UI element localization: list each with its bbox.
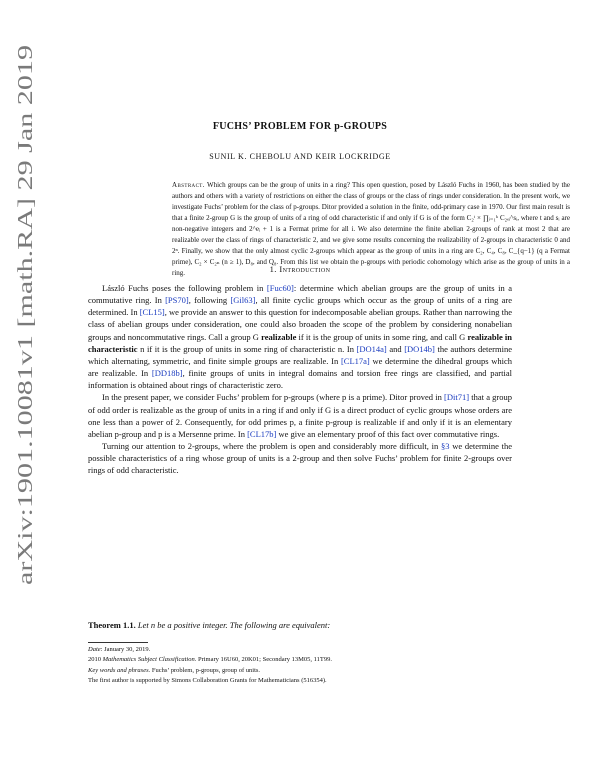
text-run: , we provide an answer to this question for indecomposable abelian groups. Rather than narrowing the class of abelian groups under consideration, one could also broaden the scope of the problem by considering nonabelian groups and noncommutative rings. Call a group G bbox=[88, 307, 512, 342]
citation-link[interactable]: [Gil63] bbox=[230, 295, 256, 306]
msc-label: Mathematics Subject Classification. bbox=[102, 656, 197, 664]
text-run: that a group of odd order is realizable as the group of units in a ring if and only if G is a direct product of cyclic groups whose orders are one less than a power of 2. Consequently, for odd primes p, a finite p-group is realizable if and only if it is an elementary abelian p-group and p is a Mersenne prime. In bbox=[88, 392, 512, 439]
keywords-label: Key words and phrases. bbox=[88, 666, 151, 674]
citation-link[interactable]: [DD18b] bbox=[151, 368, 183, 379]
citation-link[interactable]: [CL17b] bbox=[247, 428, 277, 439]
msc-prefix: 2010 bbox=[88, 656, 103, 664]
text-run: the authors determine which alternating, symmetric, and finite simple groups are realizable. In bbox=[88, 343, 513, 366]
footnote-keywords bbox=[88, 666, 512, 676]
date-label: Date bbox=[88, 646, 101, 653]
text-run: n if it is the group of units in some ring of characteristic n. In bbox=[137, 343, 357, 354]
msc-text: Primary 16U60, 20K01; Secondary 13M05, 11T99. bbox=[196, 656, 333, 664]
footnote-rule bbox=[88, 642, 148, 643]
citation-link[interactable]: [CL15] bbox=[139, 307, 165, 318]
text-run: : determine which abelian groups are the group of units in a commutative ring. In bbox=[88, 283, 512, 306]
footnote-date bbox=[88, 645, 512, 655]
text-run: , finite groups of units in integral domains and torsion free rings are classified, and partial information is obtained about rings of characteristic zero. bbox=[88, 368, 512, 391]
section-heading: 1. Introduction bbox=[269, 264, 331, 274]
section-link[interactable]: §3 bbox=[441, 441, 450, 452]
theorem-1-1 bbox=[88, 620, 512, 630]
citation-link[interactable]: [PS70] bbox=[165, 295, 189, 306]
citation-link[interactable]: [DO14b] bbox=[404, 343, 435, 354]
text-run: In the present paper, we consider Fuchs’ problem for p-groups (where p is a prime). Ditor proved in bbox=[102, 392, 445, 403]
intro-paragraph-1 bbox=[88, 282, 512, 391]
theorem-text: Let n be a positive integer. The following are equivalent: bbox=[137, 620, 331, 630]
text-run: if it is the group of units in some ring, and call G bbox=[296, 331, 468, 342]
intro-paragraph-2 bbox=[88, 391, 512, 440]
text-run: we determine the dihedral groups which are realizable. In bbox=[88, 355, 513, 379]
introduction-body bbox=[88, 282, 512, 477]
citation-link[interactable]: [DO14a] bbox=[356, 343, 387, 354]
text-run: , following bbox=[188, 295, 231, 306]
citation-link[interactable]: [CL17a] bbox=[340, 355, 370, 366]
paper-authors: SUNIL K. CHEBOLU AND KEIR LOCKRIDGE bbox=[209, 152, 391, 161]
text-run: László Fuchs poses the following problem in bbox=[102, 283, 267, 293]
intro-paragraph-3 bbox=[88, 440, 512, 476]
term-realizable: realizable bbox=[261, 331, 297, 342]
footnotes bbox=[88, 645, 512, 686]
citation-link[interactable]: [Fuc60] bbox=[266, 283, 294, 293]
abstract-text: Which groups can be the group of units in a ring? This open question, posed by László Fuchs in 1960, has been studied by the authors and others with a variety of restrictions on either the class of groups or the class of rings under consideration. In the present work, we investigate Fuchs’ problem for the class of p-groups. Ditor provided a solution in the finite, odd-primary case in 1970. Our first main result is that a finite 2-group G is the group of units of a ring of odd characteristic if and only if G is of the form C₂ᵗ × ∏ᵢ₌₁ᵏ C₂ₑᵢ^sᵢ, where t and sᵢ are non-negative integers and 2^eᵢ + 1 is a Fermat prime for all i. We also determine the finite abelian 2-groups of rank at most 2 that are realizable over the class of rings of characteristic 2, and we give some results concerning the realizability of 2-groups in characteristic 0 and 2ⁿ. Finally, we show that the only almost cyclic 2-groups which appear as the group of units in a ring are C₂, C₄, C₈, C_{q−1} (q a Fermat prime), C₂ × C₂ₙ (n ≥ 1), D₈, and Q₈. From this list we obtain the p-groups with periodic cohomology which arise as the group of units in a ring. bbox=[172, 181, 570, 277]
text-run: we give an elementary proof of this fact over commutative rings. bbox=[276, 428, 500, 439]
footnote-support: The first author is supported by Simons Collaboration Grants for Mathematicians (516354). bbox=[88, 676, 327, 684]
text-run: Turning our attention to 2-groups, where the problem is open and considerably more difficult, in bbox=[102, 441, 441, 452]
text-run: , all finite cyclic groups which occur as the group of units of a ring are determined. In bbox=[88, 295, 513, 318]
text-run: we determine the possible characteristics of a ring whose group of units is a 2-group and then solve Fuchs’ problem for finite 2-groups over rings of odd characteristic. bbox=[88, 441, 512, 476]
arxiv-stamp-svg bbox=[8, 30, 38, 590]
keywords-text: Fuchs’ problem, p-groups, group of units. bbox=[150, 666, 261, 674]
citation-link[interactable]: [Dit71] bbox=[444, 392, 470, 403]
abstract-label: Abstract. bbox=[172, 181, 205, 189]
arxiv-stamp-text: arXiv:1901.10081v1 [math.RA] 29 Jan 2019 bbox=[13, 208, 37, 585]
date-text: : January 30, 2019. bbox=[100, 646, 151, 653]
text-run: and bbox=[386, 343, 405, 354]
theorem-label: Theorem 1.1. bbox=[88, 620, 136, 630]
paper-title: FUCHS’ PROBLEM FOR p-GROUPS bbox=[212, 121, 388, 132]
footnote-msc bbox=[88, 655, 512, 665]
arxiv-side-stamp bbox=[8, 30, 38, 590]
term-realizable-in-characteristic: realizable in characteristic bbox=[88, 331, 512, 354]
